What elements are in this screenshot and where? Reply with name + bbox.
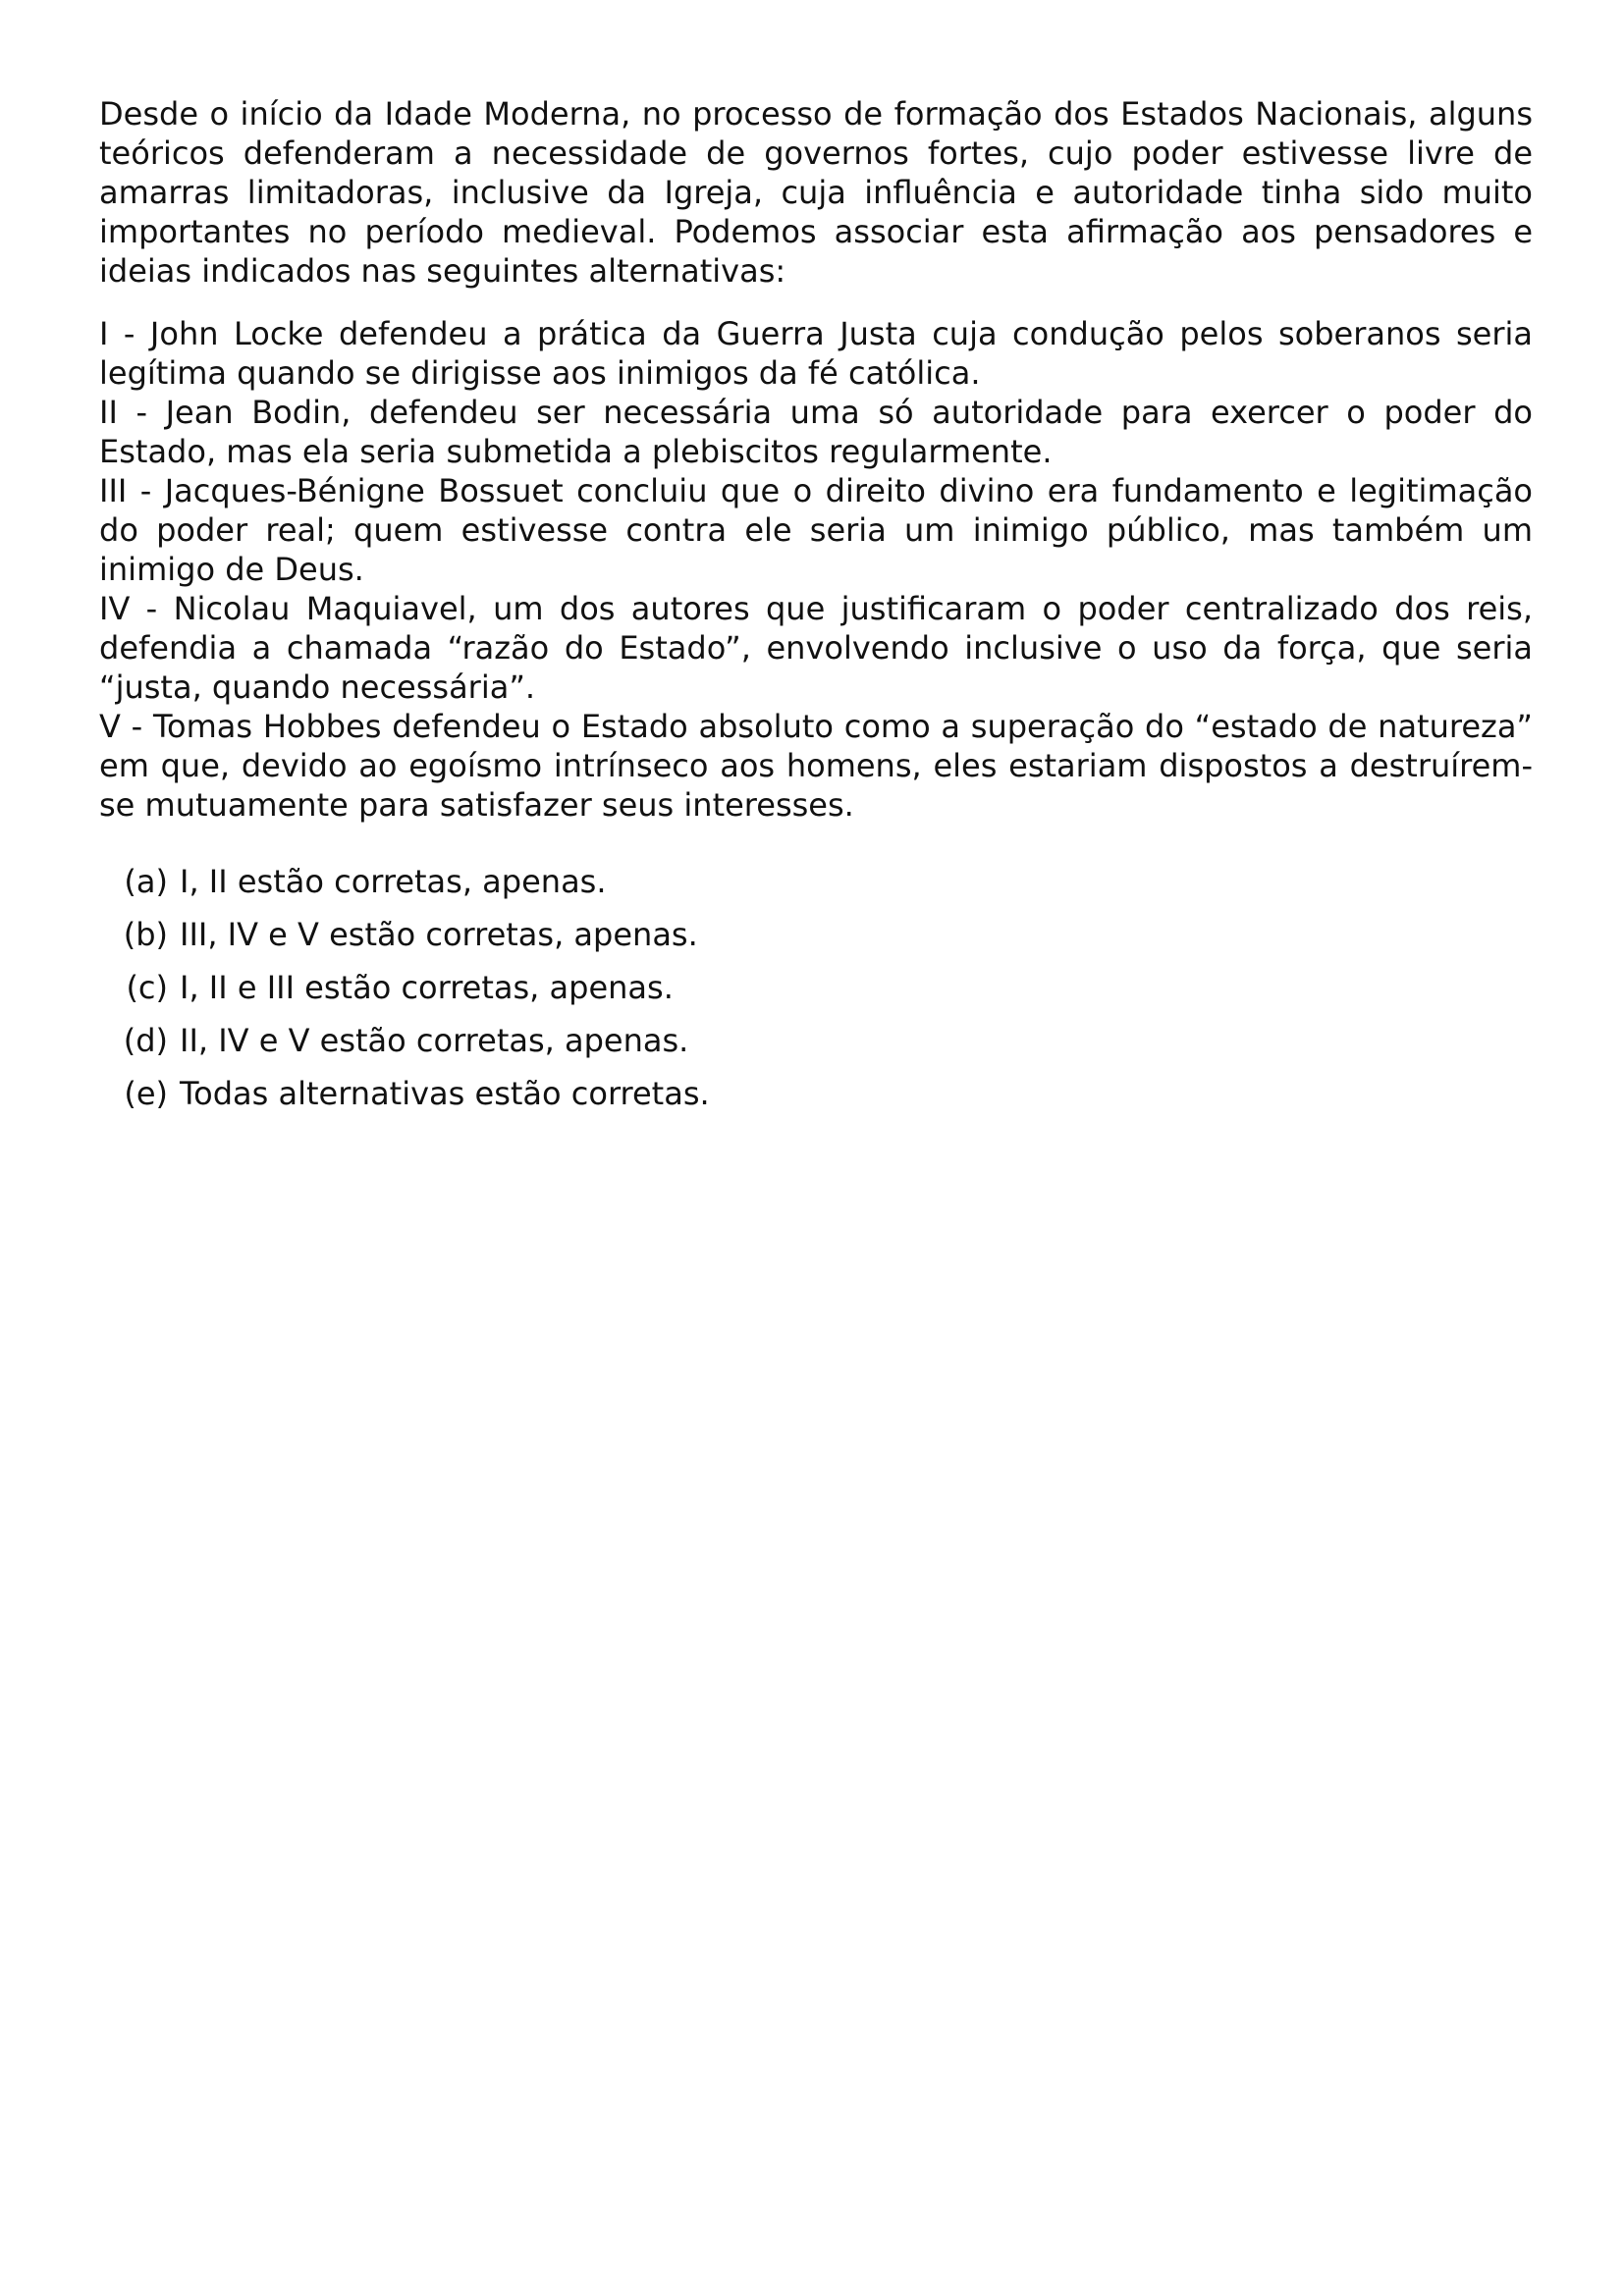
option-d[interactable] — [99, 1021, 1533, 1074]
statement-1: I - John Locke defendeu a prática da Guerra Justa cuja condução pelos soberanos seria legítima quando se dirigisse aos inimigos da fé católica. — [99, 315, 1533, 392]
option-text: Todas alternativas estão corretas. — [180, 1075, 710, 1112]
answer-options — [99, 862, 1533, 1127]
option-e[interactable] — [99, 1074, 1533, 1127]
option-a[interactable] — [99, 862, 1533, 915]
statement-5: V - Tomas Hobbes defendeu o Estado absoluto como a superação do “estado de natureza” em que, devido ao egoísmo intrínseco aos homens, eles estariam dispostos a destruírem-se mutuamente para satisfazer seus interesses. — [99, 708, 1533, 824]
question-block — [99, 94, 1533, 1127]
option-letter: (d) — [123, 1022, 168, 1059]
option-text: III, IV e V estão corretas, apenas. — [180, 916, 698, 953]
statement-2: II - Jean Bodin, defendeu ser necessária uma só autoridade para exercer o poder do Estado, mas ela seria submetida a plebiscitos regularmente. — [99, 394, 1533, 470]
option-letter: (b) — [123, 916, 168, 953]
option-text: I, II e III estão corretas, apenas. — [180, 969, 674, 1006]
statement-3: III - Jacques-Bénigne Bossuet concluiu que o direito divino era fundamento e legitimação do poder real; quem estivesse contra ele seria um inimigo público, mas também um inimigo de Deus. — [99, 472, 1533, 588]
statement-4: IV - Nicolau Maquiavel, um dos autores que justificaram o poder centralizado dos reis, defendia a chamada “razão do Estado”, envolvendo inclusive o uso da força, que seria “justa, quando necessária”. — [99, 590, 1533, 706]
option-letter: (e) — [124, 1075, 168, 1112]
option-b[interactable] — [99, 915, 1533, 968]
option-c[interactable] — [99, 968, 1533, 1021]
option-letter: (c) — [126, 969, 168, 1006]
option-text: I, II estão corretas, apenas. — [180, 863, 607, 900]
question-intro: Desde o início da Idade Moderna, no processo de formação dos Estados Nacionais, alguns teóricos defenderam a necessidade de governos fortes, cujo poder estivesse livre de amarras limitadoras, inclusive da Igreja, cuja influência e autoridade tinha sido muito importantes no período medieval. Podemos associar esta afirmação aos pensadores e ideias indicados nas seguintes alternativas: — [99, 95, 1533, 290]
option-letter: (a) — [124, 863, 168, 900]
option-text: II, IV e V estão corretas, apenas. — [180, 1022, 689, 1059]
statement-list — [99, 314, 1533, 825]
